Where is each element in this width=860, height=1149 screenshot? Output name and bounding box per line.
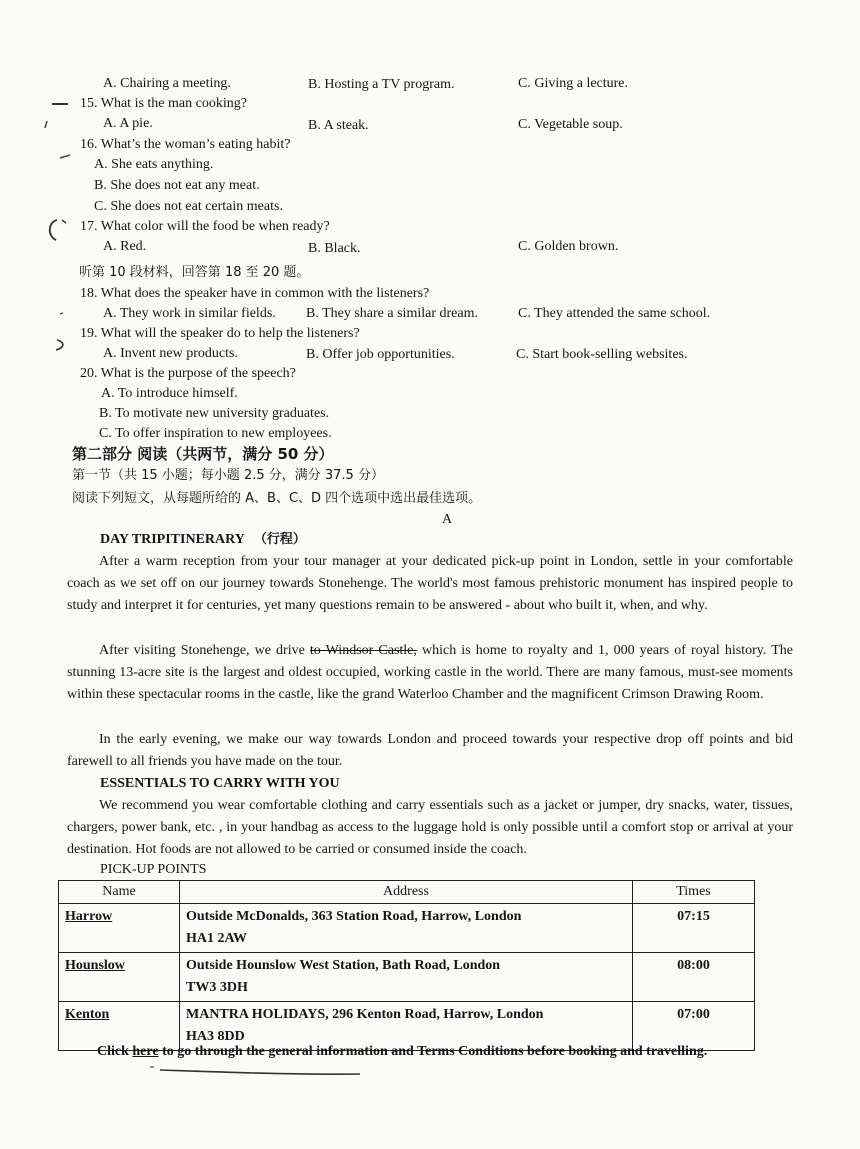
pickup-name-link[interactable]: Kenton — [59, 1002, 180, 1051]
paragraph-3: In the early evening, we make our way towards London and proceed towards your respective drop off points and bid farewell to all friends you have made on the tour. — [67, 732, 793, 770]
question-16: 16. What’s the woman’s eating habit? — [80, 137, 291, 152]
reading-section-title: 第一节（共 15 小题；每小题 2.5 分，满分 37.5 分） — [72, 468, 384, 483]
address-postcode: HA1 2AW — [186, 931, 248, 946]
pickup-time: 07:00 — [633, 1002, 755, 1051]
q14-option-a: A. Chairing a meeting. — [103, 76, 231, 91]
paragraph-1: After a warm reception from your tour manager at your dedicated pick-up point in London, settle in your comfortable coach as we set off on our journey towards Stonehenge. The world's most famous prehistoric monument has inspired people to study and interpret it for centuries, yet many questions remain to be answered - about who built it, when, and why. — [67, 554, 793, 614]
footer-note — [97, 1042, 707, 1062]
q15-option-b: B. A steak. — [308, 118, 369, 133]
itinerary-heading-text: DAY TRIPITINERARY — [100, 532, 245, 547]
paragraph-2-struck-text: to Windsor Castle, — [309, 643, 417, 658]
address-postcode: HA3 8DD — [186, 1029, 245, 1044]
pickup-table — [58, 880, 755, 1051]
question-17: 17. What color will the food be when ready? — [80, 219, 330, 234]
footer-click-text: Click — [97, 1044, 133, 1059]
q19-option-a: A. Invent new products. — [103, 346, 238, 361]
question-18: 18. What does the speaker have in common with the listeners? — [80, 286, 430, 301]
footer-rest-text: to go through the general information and Terms Conditions before booking and travelling. — [158, 1044, 708, 1059]
terms-link[interactable]: here — [132, 1044, 159, 1059]
address-line-1: Outside McDonalds, 363 Station Road, Harrow, London — [186, 909, 522, 924]
q18-option-c: C. They attended the same school. — [518, 306, 711, 321]
pickup-time: 08:00 — [633, 953, 755, 1002]
q16-option-c: C. She does not eat certain meats. — [94, 199, 283, 214]
paragraph-2-rest: which is home to royalty and 1, 000 years of royal history. The stunning 13-acre site is the largest and oldest occupied, working castle in the world. There are many famous, must-see moments within these spectacular rooms in the castle, like the grand Waterloo Chamber and the magnificent Crimson Drawing Room. — [67, 643, 793, 703]
q18-option-b: B. They share a similar dream. — [306, 306, 478, 321]
q17-option-b: B. Black. — [308, 241, 361, 256]
q16-option-b: B. She does not eat any meat. — [94, 178, 260, 193]
q19-option-c: C. Start book-selling websites. — [516, 347, 688, 362]
q15-option-c: C. Vegetable soup. — [518, 117, 623, 132]
paragraph-4: We recommend you wear comfortable clothing and carry essentials such as a jacket or jumper, dry snacks, water, tissues, chargers, power bank, etc. , in your handbag as access to the luggage hold is only possible until a comfort stop or arrival at your destination. Hot foods are not allowed to be carried or consumed inside the coach. — [67, 798, 793, 858]
itinerary-heading — [100, 530, 306, 550]
essentials-heading: ESSENTIALS TO CARRY WITH YOU — [100, 776, 340, 791]
paragraph-2 — [67, 640, 793, 707]
pickup-name-link[interactable]: Harrow — [59, 904, 180, 953]
q14-option-c: C. Giving a lecture. — [518, 76, 629, 91]
column-header-address: Address — [180, 881, 633, 904]
pickup-address — [180, 904, 633, 953]
q20-option-b: B. To motivate new university graduates. — [99, 406, 330, 421]
q18-option-a: A. They work in similar fields. — [103, 306, 276, 321]
q15-option-a: A. A pie. — [103, 116, 153, 131]
column-header-name: Name — [59, 881, 180, 904]
paragraph-2-start: After visiting Stonehenge, we drive — [99, 643, 310, 658]
table-row — [59, 953, 755, 1002]
pickup-heading: PICK-UP POINTS — [100, 862, 207, 877]
address-postcode: TW3 3DH — [186, 980, 248, 995]
question-15: 15. What is the man cooking? — [80, 96, 247, 111]
table-header-row — [59, 881, 755, 904]
q20-option-a: A. To introduce himself. — [101, 386, 238, 401]
pickup-address — [180, 953, 633, 1002]
q17-option-a: A. Red. — [103, 239, 147, 254]
question-20: 20. What is the purpose of the speech? — [80, 366, 296, 381]
q17-option-c: C. Golden brown. — [518, 239, 619, 254]
q14-option-b: B. Hosting a TV program. — [308, 77, 455, 92]
address-line-1: Outside Hounslow West Station, Bath Road, London — [186, 958, 501, 973]
table-row — [59, 904, 755, 953]
passage-letter: A — [442, 512, 453, 527]
pickup-name-link[interactable]: Hounslow — [59, 953, 180, 1002]
q19-option-b: B. Offer job opportunities. — [306, 347, 455, 362]
column-header-times: Times — [633, 881, 755, 904]
q16-option-a: A. She eats anything. — [94, 157, 214, 172]
address-line-1: MANTRA HOLIDAYS, 296 Kenton Road, Harrow, London — [186, 1007, 544, 1022]
pickup-time: 07:15 — [633, 904, 755, 953]
itinerary-heading-cn: （行程） — [253, 532, 306, 547]
material-10-instruction: 听第 10 段材料，回答第 18 至 20 题。 — [79, 265, 310, 280]
reading-instruction: 阅读下列短文，从每题所给的 A、B、C、D 四个选项中选出最佳选项。 — [72, 491, 482, 506]
reading-part-title: 第二部分 阅读（共两节，满分 50 分） — [72, 445, 334, 463]
question-19: 19. What will the speaker do to help the listeners? — [80, 326, 360, 341]
q20-option-c: C. To offer inspiration to new employees. — [99, 426, 332, 441]
